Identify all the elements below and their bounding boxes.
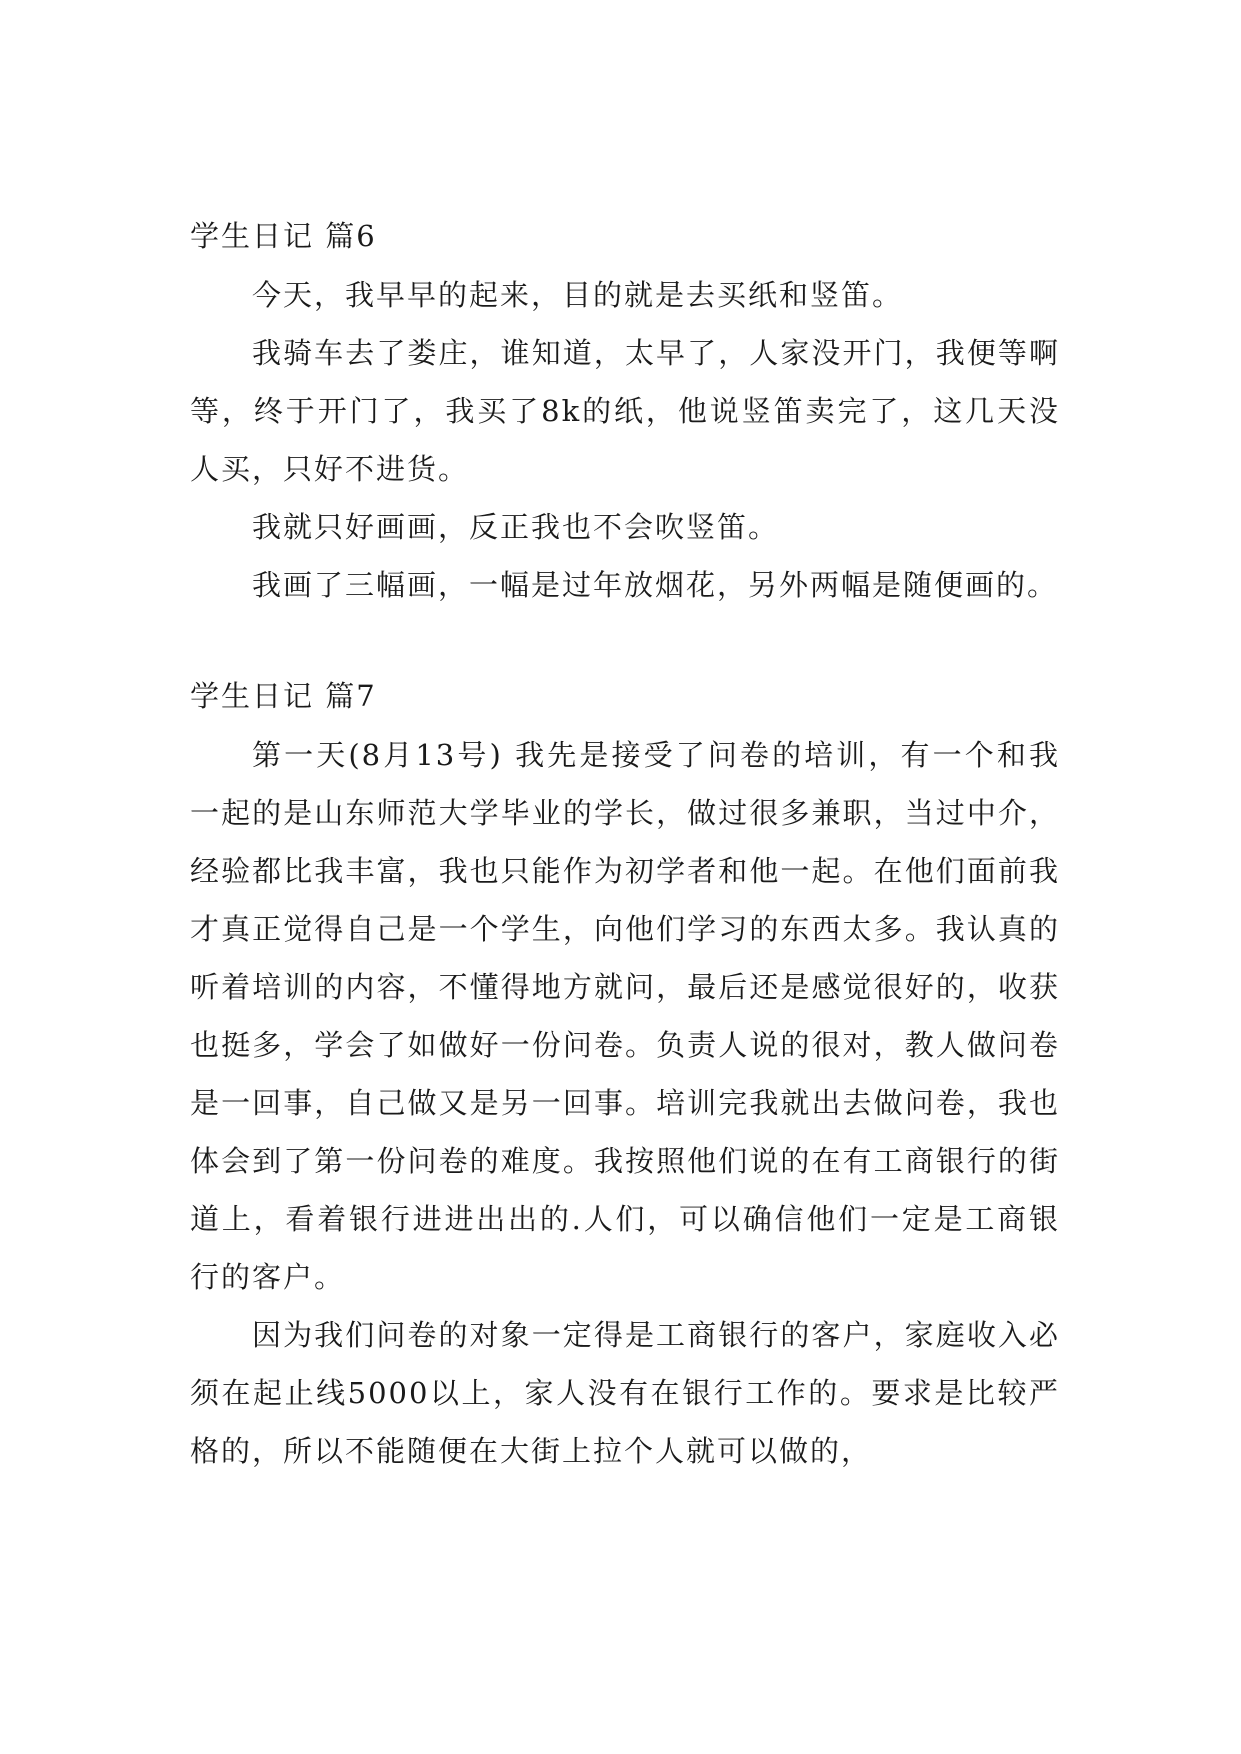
diary-entry-7: [190, 678, 1060, 1480]
entry-title: 学生日记 篇7: [190, 679, 377, 713]
paragraph: 我就只好画画，反正我也不会吹竖笛。: [252, 510, 780, 544]
paragraph: 我骑车去了娄庄，谁知道，太早了，人家没开门，我便等啊等，终于开门了，我买了8k的纸，他说竖笛卖完了，这几天没人买，只好不进货。: [190, 336, 1060, 486]
paragraph: 我画了三幅画，一幅是过年放烟花，另外两幅是随便画的。: [252, 568, 1059, 602]
paragraph: 今天，我早早的起来，目的就是去买纸和竖笛。: [252, 278, 904, 312]
entry-title: 学生日记 篇6: [190, 219, 377, 253]
document-body: [190, 218, 1060, 1480]
paragraph: 因为我们问卷的对象一定得是工商银行的客户，家庭收入必须在起止线5000以上，家人没有在银行工作的。要求是比较严格的，所以不能随便在大街上拉个人就可以做的，: [190, 1318, 1060, 1468]
paragraph: 第一天(8月13号) 我先是接受了问卷的培训，有一个和我一起的是山东师范大学毕业的学长，做过很多兼职，当过中介，经验都比我丰富，我也只能作为初学者和他一起。在他们面前我才真正觉得自己是一个学生，向他们学习的东西太多。我认真的听着培训的内容，不懂得地方就问，最后还是感觉很好的，收获也挺多，学会了如做好一份问卷。负责人说的很对，教人做问卷是一回事，自己做又是另一回事。培训完我就出去做问卷，我也体会到了第一份问卷的难度。我按照他们说的在有工商银行的街道上，看着银行进进出出的.人们，可以确信他们一定是工商银行的客户。: [190, 738, 1060, 1294]
diary-entry-6: [190, 218, 1060, 614]
